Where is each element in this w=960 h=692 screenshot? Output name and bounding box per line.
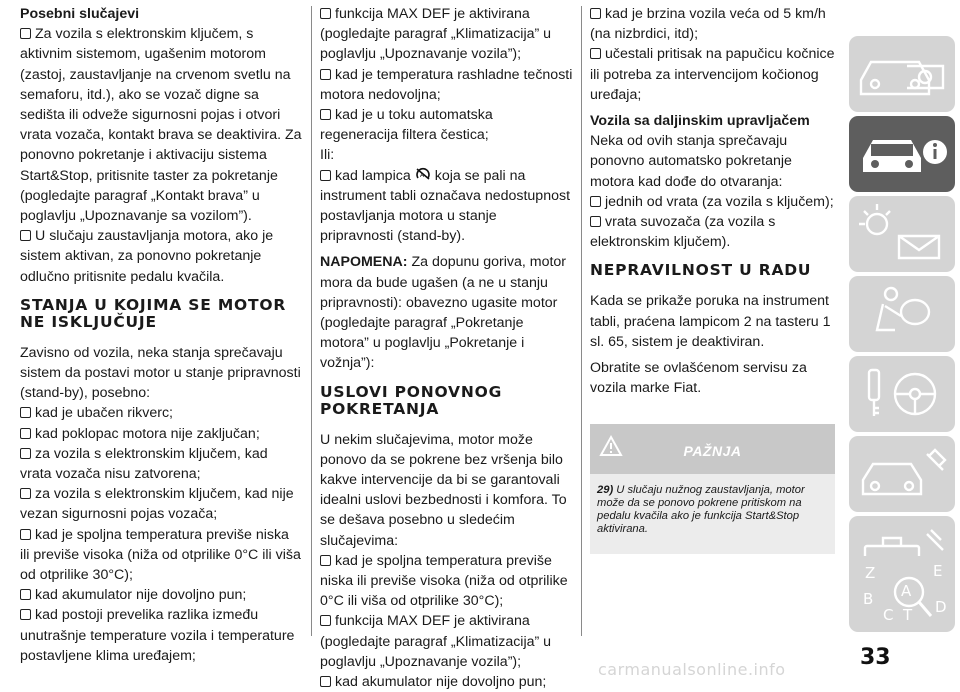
list-item: kad je ubačen rikverc; <box>20 403 302 423</box>
list-item: funkcija MAX DEF je aktivirana (pogledajte paragraf „Klimatizacija” u poglavlju „Upoznavanje vozila”); <box>320 6 552 63</box>
column-1 <box>20 4 302 666</box>
heading-special-cases: Posebni slučajevi <box>20 6 140 22</box>
bullet-box-icon <box>590 196 601 207</box>
warning-body <box>590 474 835 554</box>
list-item: jednih od vrata (za vozila s ključem); <box>590 192 835 212</box>
bullet-box-icon <box>20 589 31 600</box>
list-item: kad poklopac motora nije zaključan; <box>20 424 302 444</box>
column-divider <box>581 6 582 636</box>
list-item: učestali pritisak na papučicu kočnice ili potreba za intervencijom kočionog uređaja; <box>590 46 835 103</box>
bullet-box-icon <box>320 8 331 19</box>
list-item: za vozila s elektronskim ključem, kad nije vezan sigurnosni pojas vozača; <box>20 486 294 523</box>
warning-box <box>590 424 835 554</box>
svg-text:C: C <box>883 606 894 624</box>
column-3 <box>590 4 835 554</box>
sub-heading: Vozila sa daljinskim upravljačem <box>590 113 810 130</box>
bullet-box-icon <box>20 529 31 540</box>
bullet-box-icon <box>590 48 601 59</box>
bullet-box-icon <box>590 8 601 19</box>
list-item: funkcija MAX DEF je aktivirana (pogledajte paragraf „Klimatizacija” u poglavlju „Upoznavanje vozila”); <box>320 613 552 670</box>
column-divider <box>311 6 312 636</box>
paragraph: Zavisno od vozila, neka stanja sprečavaju sistem da postavi motor u stanje pripravnosti (stand-by), posebno: <box>20 344 301 402</box>
tab-index[interactable] <box>849 556 955 632</box>
paragraph: Obratite se ovlašćenom servisu za vozila marke Fiat. <box>590 360 807 397</box>
list-item: vrata suvozača (za vozila s elektronskim ključem). <box>590 214 776 251</box>
svg-text:T: T <box>903 606 913 624</box>
section-title: USLOVI PONOVNOG POKRETANJA <box>320 382 503 418</box>
column-2 <box>320 4 573 692</box>
list-item: za vozila s elektronskim ključem, kad vrata vozača nisu zatvorena; <box>20 445 268 483</box>
list-item: U slučaju zaustavljanja motora, ako je sistem aktivan, za ponovno pokretanje odlučno pritisnite pedalu kvačila. <box>20 228 274 285</box>
bullet-box-icon <box>20 230 31 241</box>
airbag-seat-icon <box>849 276 955 352</box>
list-item: Za vozila s elektronskim ključem, s aktivnim sistemom, ugašenim motorom (zastoj, zaustavljanje na crvenom svetlu na semaforu, itd.), ako se vozač digne sa sedišta ili odveže sigurnosni pojas i otvori vrata vozača, kontakt brava se deaktivira. Za ponovno pokretanje i aktivaciju sistema Start&Stop, pritisnite taster za pokretanje (pogledajte paragraf „Kontakt brava” u poglavlju „Upoznavanje sa vozilom”). <box>20 26 302 225</box>
bullet-box-icon <box>320 676 331 687</box>
paragraph: Neka od ovih stanja sprečavaju ponovno automatsko pokretanje motora kad dođe do otvaranja: <box>590 133 792 190</box>
list-item: kad je temperatura rashladne tečnosti motora nedovoljna; <box>320 66 573 103</box>
tab-emergency[interactable] <box>849 436 955 512</box>
list-item: kad je brzina vozila veća od 5 km/h (na nizbrdici, itd); <box>590 6 826 43</box>
bullet-box-icon <box>320 615 331 626</box>
bullet-box-icon <box>20 407 31 418</box>
car-info-icon <box>849 116 955 192</box>
tab-safety[interactable] <box>849 276 955 352</box>
list-item: kad akumulator nije dovoljno pun; <box>320 672 573 692</box>
or-label: Ili: <box>320 147 335 164</box>
bullet-box-icon <box>20 28 31 39</box>
bullet-box-icon <box>20 428 31 439</box>
note-paragraph: NAPOMENA: Za dopunu goriva, motor mora da bude ugašen (a ne u stanju pripravnosti): obavezno ugasite motor (pogledajte paragraf „Pokretanje motora” u poglavlju „Pokretanje i vožnja”): <box>320 254 567 372</box>
svg-text:B: B <box>863 590 874 608</box>
list-item: kad lampica A koja se pali na instrument tabli označava nedostupnost postavljanja motora u stanje pripravnosti (stand-by). <box>320 167 571 245</box>
car-service-icon <box>849 436 955 512</box>
tab-dashboard[interactable] <box>849 36 955 112</box>
list-item: kad je u toku automatska regeneracija filtera čestica; <box>320 107 493 144</box>
section-title: STANJA U KOJIMA SE MOTOR NE ISKLJUČUJE <box>20 295 287 331</box>
bullet-box-icon <box>20 488 31 499</box>
paragraph: U nekim slučajevima, motor može ponovo da se pokrene bez vršenja bilo kakve intervencije da bi se garantovali idealni uslovi bezbednosti i komfora. To se dešava posebno u sledećim slučajevima: <box>320 431 567 549</box>
list-item: kad akumulator nije dovoljno pun; <box>20 585 302 605</box>
alphabet-index-icon <box>849 556 955 632</box>
tab-start-driving[interactable] <box>849 356 955 432</box>
page-number: 33 <box>860 645 891 670</box>
bullet-box-icon <box>590 216 601 227</box>
warning-text: U slučaju nužnog zaustavljanja, motor može da se ponovo pokrene pritiskom na pedalu kvačila ako je funkcija Start&Stop aktivirana. <box>597 484 805 536</box>
list-item: kad je spoljna temperatura previše niska ili previše visoka (niža od otprilike 0°C ili viša od otprilike 30°C); <box>20 526 301 584</box>
bullet-box-icon <box>320 170 331 181</box>
warning-title: PAŽNJA <box>683 443 742 460</box>
svg-text:E: E <box>933 562 943 580</box>
svg-text:D: D <box>935 598 947 616</box>
tab-car-info[interactable] <box>849 116 955 192</box>
paragraph: Kada se prikaže poruka na instrument tabli, praćena lampicom 2 na tasteru 1 sl. 65, sistem je deaktiviran. <box>590 293 831 350</box>
watermark: carmanualsonline.info <box>598 660 786 679</box>
key-steering-icon <box>849 356 955 432</box>
bullet-box-icon <box>20 609 31 620</box>
warning-number: 29) <box>597 484 614 497</box>
bullet-box-icon <box>20 448 31 459</box>
list-item: kad je spoljna temperatura previše niska ili previše visoka (niža od otprilike 0°C ili viša od otprilike 30°C); <box>320 552 568 610</box>
warning-header <box>590 424 835 474</box>
list-item: kad postoji prevelika razlika između unutrašnje temperature vozila i temperature postavljene klima uređajem; <box>20 607 295 664</box>
tab-warning-lights[interactable] <box>849 196 955 272</box>
bullet-box-icon <box>320 555 331 566</box>
warning-lights-icon <box>849 196 955 272</box>
svg-text:A: A <box>901 582 912 600</box>
svg-text:A: A <box>419 171 424 179</box>
bullet-box-icon <box>320 109 331 120</box>
car-dashboard-icon <box>849 36 955 112</box>
section-title: NEPRAVILNOST U RADU <box>590 261 812 280</box>
svg-text:Z: Z <box>865 564 876 582</box>
bullet-box-icon <box>320 69 331 80</box>
start-stop-off-lamp-icon <box>414 167 432 181</box>
